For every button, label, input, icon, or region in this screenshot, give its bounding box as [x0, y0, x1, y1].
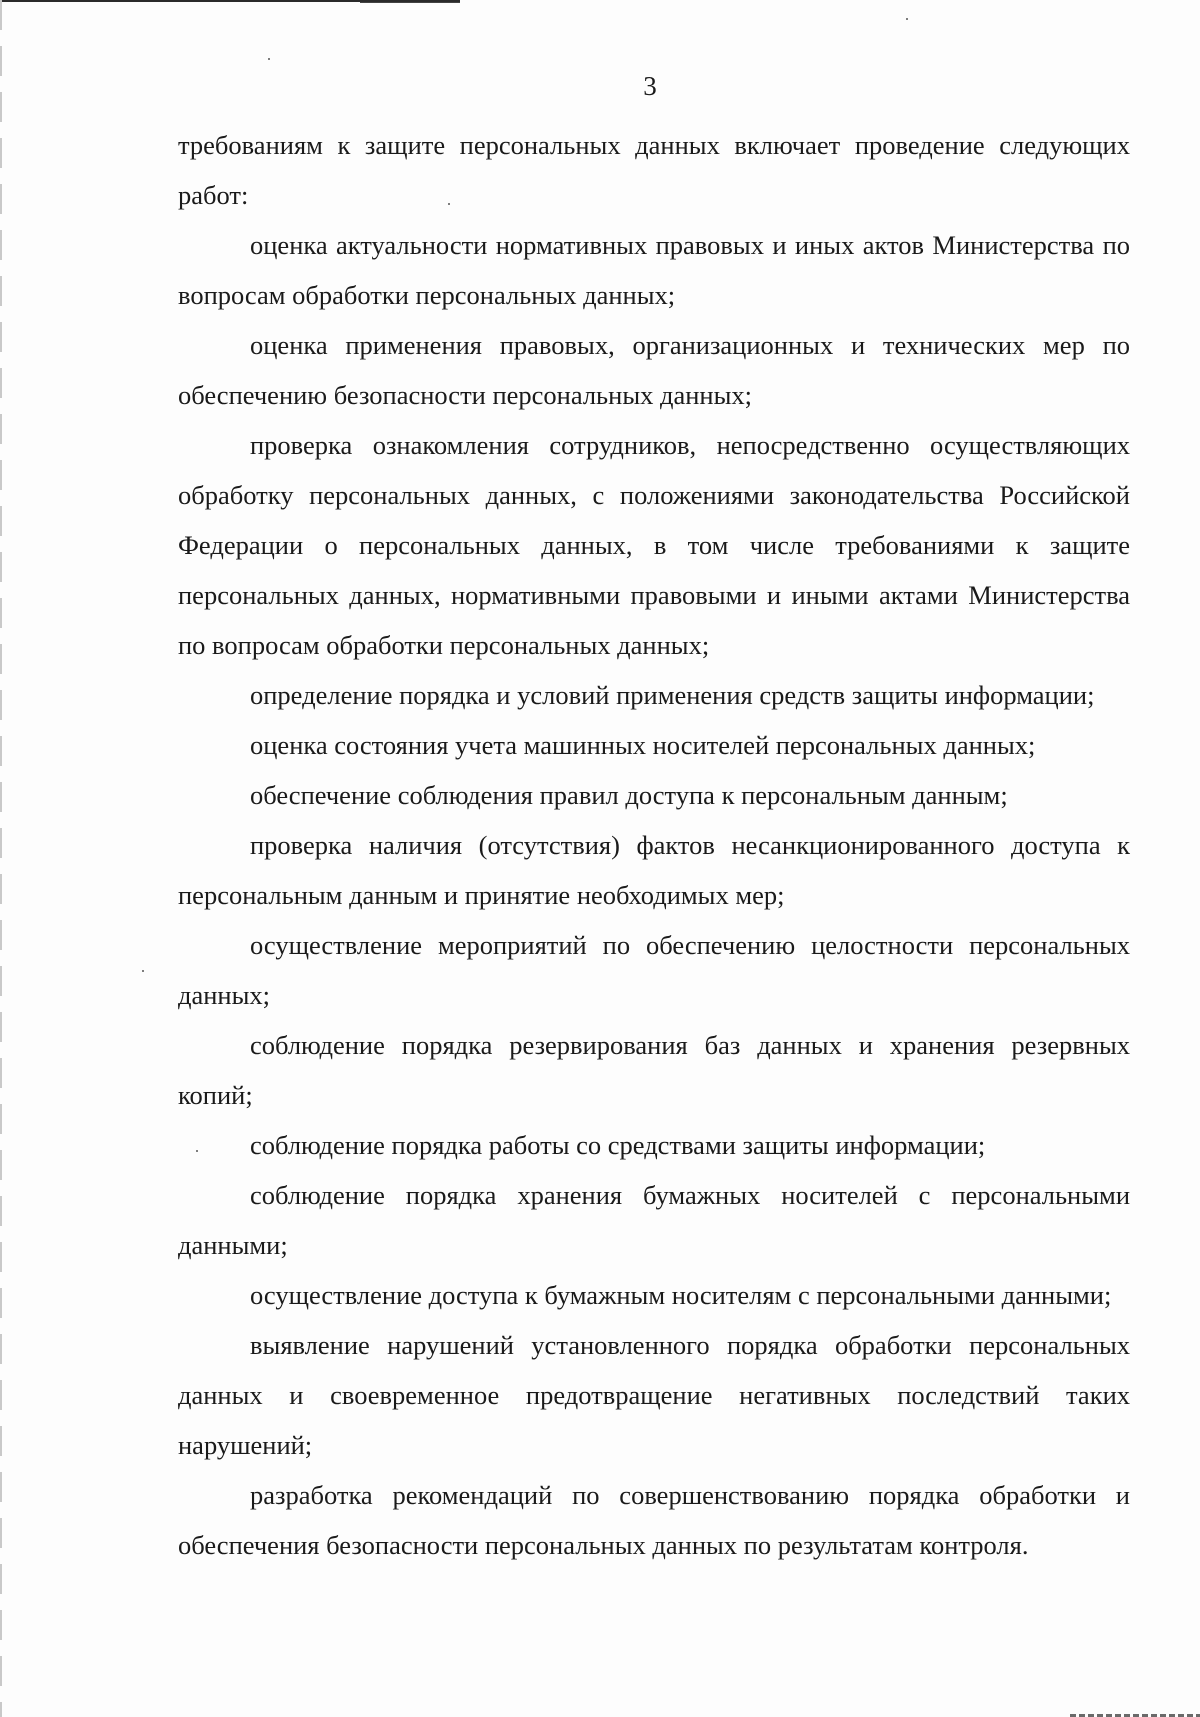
paragraph: соблюдение порядка хранения бумажных носителей с персональными данными; [178, 1180, 1130, 1260]
paragraph: осуществление мероприятий по обеспечению целостности персональных данных; [178, 930, 1130, 1010]
scan-artifact-top-line-2 [360, 2, 460, 3]
paragraph: требованиям к защите персональных данных включает проведение следующих работ: [178, 130, 1130, 210]
paragraph: обеспечение соблюдения правил доступа к персональным данным; [250, 780, 1008, 810]
paragraph: разработка рекомендаций по совершенствованию порядка обработки и обеспечения безопасности персональных данных по результатам контроля. [178, 1480, 1130, 1560]
scan-speck [906, 18, 908, 20]
paragraph: осуществление доступа к бумажным носителям с персональными данными; [250, 1280, 1112, 1310]
scan-speck [142, 970, 144, 972]
paragraph: оценка актуальности нормативных правовых и иных актов Министерства по вопросам обработки персональных данных; [178, 230, 1130, 310]
scan-artifact-left-edge [0, 0, 2, 1717]
page-number: 3 [643, 71, 657, 101]
paragraph: определение порядка и условий применения средств защиты информации; [250, 680, 1095, 710]
paragraph: соблюдение порядка резервирования баз данных и хранения резервных копий; [178, 1030, 1130, 1110]
paragraph: проверка наличия (отсутствия) фактов несанкционированного доступа к персональным данным и принятие необходимых мер; [178, 830, 1130, 910]
scan-speck [268, 58, 270, 60]
document-body [178, 120, 1130, 1570]
paragraph: выявление нарушений установленного порядка обработки персональных данных и своевременное предотвращение негативных последствий таких нарушений; [178, 1330, 1130, 1460]
paragraph: оценка состояния учета машинных носителей персональных данных; [250, 730, 1036, 760]
paragraph: проверка ознакомления сотрудников, непосредственно осуществляющих обработку персональных данных, с положениями законодательства Российской Федерации о персональных данных, в том числе требованиями к защите персональных данных, нормативными правовыми и иными актами Министерства по вопросам обработки персональных данных; [178, 430, 1130, 660]
paragraph: соблюдение порядка работы со средствами защиты информации; [250, 1130, 986, 1160]
paragraph: оценка применения правовых, организационных и технических мер по обеспечению безопасности персональных данных; [178, 330, 1130, 410]
